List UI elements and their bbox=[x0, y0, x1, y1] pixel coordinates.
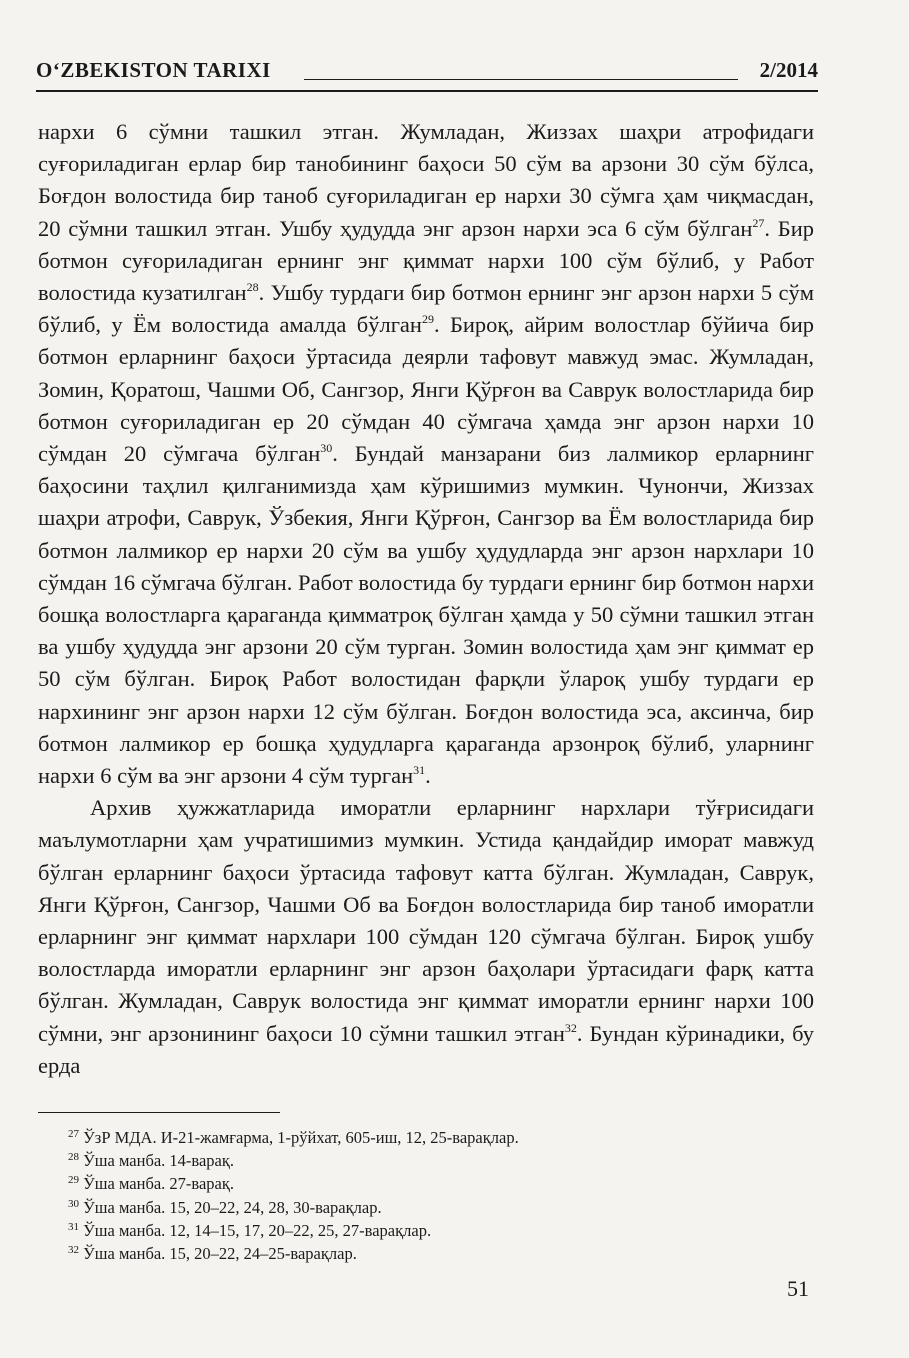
article-body bbox=[38, 116, 814, 1082]
journal-title: O‘ZBEKISTON TARIXI bbox=[36, 58, 271, 82]
running-header bbox=[36, 56, 818, 92]
footnote-ref-28[interactable]: 28 bbox=[246, 280, 259, 295]
text-run: нархи 6 сўмни ташкил этган. Жумладан, Жиззах шаҳри атрофидаги суғориладиган ерлар бир танобининг баҳоси 50 сўм ва арзони 30 сўм бўлса, Боғдон волостида бир таноб суғориладиган ер нархи 30 сўмга ҳам чиқмасдан, 20 сўмни ташкил этган. Ушбу ҳудудда энг арзон нархи эса 6 сўм бўлган bbox=[38, 119, 814, 241]
text-run: . Ушбу турдаги бир ботмон ернинг энг арзон нархи 5 сўм бўлиб, у Ём волостида амалда бўлган bbox=[38, 280, 814, 338]
footnote-separator bbox=[38, 1112, 280, 1113]
footnote-30 bbox=[68, 1196, 808, 1219]
footnote-text: ЎзР МДА. И-21-жамғарма, 1-рўйхат, 605-иш, 12, 25-варақлар. bbox=[79, 1128, 519, 1147]
text-run: . bbox=[425, 763, 431, 789]
footnote-text: Ўша манба. 12, 14–15, 17, 20–22, 25, 27-варақлар. bbox=[79, 1220, 432, 1240]
text-run: . Бундай манзарани биз лалмикор ерларнинг баҳосини таҳлил қилганимизда ҳам кўришимиз мумкин. Чунончи, Жиззах шаҳри атрофи, Саврук, Ўзбекия, Янги Қўрғон, Сангзор ва Ём волостларида бир ботмон лалмикор ер нархи 20 сўм ва ушбу ҳудудларда энг арзон нархлари 10 сўмдан 16 сўмгача бўлган. Работ волостида бу турдаги ернинг бир ботмон нархи бошқа волостларга қараганда қимматроқ бўлган ҳамда у 50 сўмни ташкил этган ва ушбу ҳудудда энг арзони 20 сўм турган. Зомин волостида ҳам энг қиммат ер 50 сўм бўлган. Бироқ Работ волостидан фарқли ўлароқ ушбу турдаги ер нархининг энг арзон нархи 12 сўм бўлган. Боғдон волостида эса, аксинча, бир ботмон лалмикор ер бошқа ҳудудларга қараганда арзонроқ бўлиб, уларнинг нархи 6 сўм ва энг арзони 4 сўм турган bbox=[38, 441, 814, 789]
footnote-number: 30 bbox=[68, 1197, 79, 1210]
footnote-number: 31 bbox=[68, 1220, 79, 1233]
footnote-ref-30[interactable]: 30 bbox=[320, 441, 333, 456]
footnote-text: Ўша манба. 14-варақ. bbox=[79, 1151, 235, 1171]
paragraph-2 bbox=[38, 792, 814, 1082]
footnote-32 bbox=[68, 1242, 808, 1265]
footnote-text: Ўша манба. 27-варақ. bbox=[79, 1174, 235, 1194]
footnote-31 bbox=[68, 1219, 808, 1242]
footnote-number: 32 bbox=[68, 1244, 79, 1257]
footnote-text: Ўша манба. 15, 20–22, 24–25-варақлар. bbox=[79, 1244, 357, 1264]
footnote-ref-27[interactable]: 27 bbox=[752, 215, 765, 230]
footnote-ref-31[interactable]: 31 bbox=[413, 763, 426, 778]
footnote-number: 28 bbox=[68, 1151, 79, 1164]
footnote-ref-29[interactable]: 29 bbox=[421, 312, 434, 327]
paragraph-1 bbox=[38, 116, 814, 792]
issue-number: 2/2014 bbox=[759, 58, 818, 82]
page-number: 51 bbox=[787, 1276, 809, 1301]
footnotes bbox=[68, 1126, 808, 1265]
footnote-27 bbox=[68, 1126, 808, 1149]
text-run: . Бундан кўринадики, бу ерда bbox=[38, 1020, 814, 1078]
footnote-number: 27 bbox=[68, 1128, 79, 1140]
footnote-number: 29 bbox=[68, 1174, 79, 1187]
header-rule bbox=[304, 79, 738, 80]
text-run: . Бироқ, айрим волостлар бўйича бир ботмон ерларнинг баҳоси ўртасида деярли тафовут мавжуд эмас. Жумладан, Зомин, Қоратош, Чашми Об, Сангзор, Янги Қўрғон ва Саврук волостларида бир ботмон суғориладиган ер 20 сўмдан 40 сўмгача ҳамда энг арзон нархи 10 сўмдан 20 сўмгача бўлган bbox=[38, 312, 814, 467]
footnote-text: Ўша манба. 15, 20–22, 24, 28, 30-варақлар. bbox=[79, 1197, 382, 1217]
footnote-29 bbox=[68, 1172, 808, 1195]
footnote-ref-32[interactable]: 32 bbox=[564, 1020, 577, 1035]
text-run: . Бир ботмон суғориладиган ернинг энг қиммат нархи 100 сўм бўлиб, у Работ волостида кузатилган bbox=[38, 215, 815, 306]
text-run: Архив ҳужжатларида иморатли ерларнинг нархлари тўғрисидаги маълумотларни ҳам учратишимиз мумкин. Устида қандайдир иморат мавжуд бўлган ерларнинг баҳоси ўртасида тафовут катта бўлган. Жумладан, Саврук, Янги Қўрғон, Сангзор, Чашми Об ва Боғдон волостларида бир таноб иморатли ерларнинг энг қиммат нархлари 100 сўмдан 120 сўмгача бўлган. Бироқ ушбу волостларда иморатли ерларнинг энг арзон баҳолари ўртасидаги фарқ катта бўлган. Жумладан, Саврук волостида энг қиммат иморатли ернинг нархи 100 сўмни, энг арзонининг баҳоси 10 сўмни ташкил этган bbox=[38, 795, 814, 1046]
footnote-28 bbox=[68, 1149, 808, 1172]
